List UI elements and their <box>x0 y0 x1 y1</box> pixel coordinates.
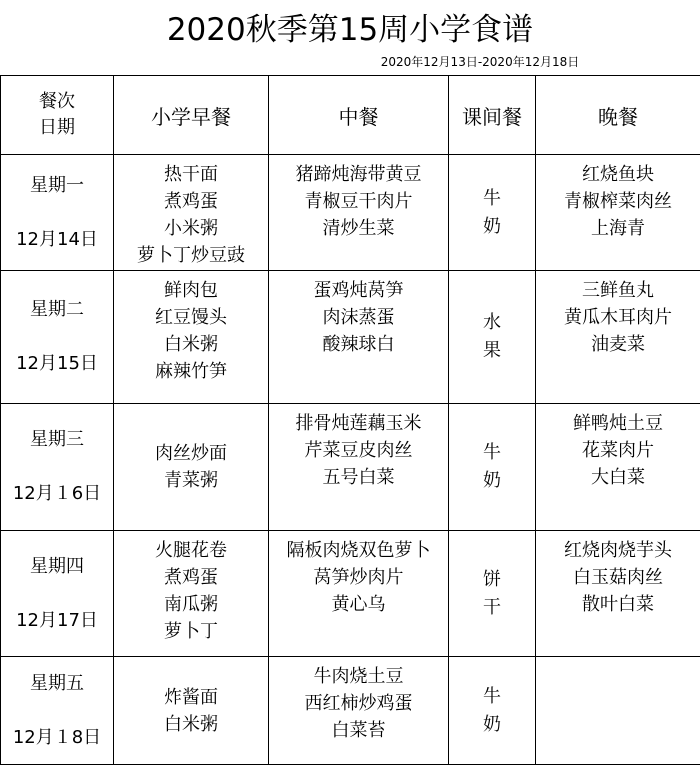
weekday-label: 星期三 <box>30 429 84 450</box>
dish-item: 炸酱面 <box>164 686 218 708</box>
dish-item: 青椒豆干肉片 <box>304 191 413 212</box>
dish-item: 莴笋炒肉片 <box>313 567 404 588</box>
lunch-cell <box>269 531 449 657</box>
snack-cell <box>449 155 536 271</box>
dish-item: 萝卜丁炒豆豉 <box>137 245 245 266</box>
dinner-cell <box>536 657 700 765</box>
dish-item: 鲜肉包 <box>164 280 218 301</box>
dish-item: 白米粥 <box>164 713 218 735</box>
dish-item: 散叶白菜 <box>582 594 654 615</box>
snack-char: 牛 <box>483 685 501 707</box>
lunch-cell <box>269 271 449 404</box>
dish-item: 西红柿炒鸡蛋 <box>304 693 413 714</box>
date-label: 12月１6日 <box>12 483 102 504</box>
day-row <box>1 657 700 765</box>
dish-item: 煮鸡蛋 <box>164 191 218 212</box>
weekday-label: 星期五 <box>30 672 84 694</box>
dish-item: 红豆馒头 <box>155 307 227 328</box>
dish-item: 青菜粥 <box>164 470 218 491</box>
corner-header <box>1 76 114 155</box>
dinner-header: 晚餐 <box>536 76 700 155</box>
snack-char: 饼 <box>483 568 501 590</box>
dish-item: 隔板肉烧双色萝卜 <box>286 540 431 561</box>
dish-item: 萝卜丁 <box>164 621 218 642</box>
dish-item: 肉丝炒面 <box>155 443 227 464</box>
snack-char: 奶 <box>483 470 501 491</box>
dish-item: 麻辣竹笋 <box>155 361 227 382</box>
dish-item: 黄瓜木耳肉片 <box>564 307 672 328</box>
dish-item: 鲜鸭炖土豆 <box>573 413 663 434</box>
day-row <box>1 271 700 404</box>
dish-item: 火腿花卷 <box>155 540 227 561</box>
date-label: 12月17日 <box>16 609 98 631</box>
snack-header: 课间餐 <box>449 76 536 155</box>
dish-item: 三鲜鱼丸 <box>582 280 654 301</box>
snack-cell <box>449 531 536 657</box>
breakfast-cell <box>114 404 269 531</box>
dish-item: 清炒生菜 <box>322 218 395 239</box>
lunch-cell <box>269 404 449 531</box>
lunch-cell <box>269 155 449 271</box>
day-cell <box>1 657 114 765</box>
day-row <box>1 155 700 271</box>
weekday-label: 星期一 <box>30 174 84 196</box>
day-cell <box>1 404 114 531</box>
dinner-cell <box>536 404 700 531</box>
dish-item: 猪蹄炖海带黄豆 <box>295 164 422 185</box>
dish-item: 白米粥 <box>164 334 218 355</box>
dish-item: 蛋鸡炖莴笋 <box>313 280 404 301</box>
dish-item: 小米粥 <box>164 218 218 239</box>
dish-item: 五号白菜 <box>322 467 395 488</box>
dinner-cell <box>536 155 700 271</box>
corner-meal-label: 餐次 <box>39 91 75 112</box>
dish-item: 煮鸡蛋 <box>164 567 218 588</box>
dish-item: 牛肉烧土豆 <box>313 666 404 687</box>
dish-item: 大白菜 <box>591 467 645 488</box>
dish-item: 白菜苔 <box>331 720 386 741</box>
dinner-cell <box>536 271 700 404</box>
day-row <box>1 531 700 657</box>
dish-item: 红烧鱼块 <box>582 164 654 185</box>
snack-char: 牛 <box>483 442 501 463</box>
weekday-label: 星期二 <box>30 299 84 320</box>
dish-item: 热干面 <box>164 164 218 185</box>
lunch-cell <box>269 657 449 765</box>
dish-item: 南瓜粥 <box>164 594 218 615</box>
dish-item: 红烧肉烧芋头 <box>564 540 672 561</box>
snack-char: 干 <box>483 596 501 618</box>
header-row <box>1 76 700 155</box>
date-label: 12月15日 <box>16 353 98 374</box>
date-range: 2020年12月13日-2020年12月18日 <box>380 55 580 69</box>
day-cell <box>1 155 114 271</box>
breakfast-cell <box>114 271 269 404</box>
snack-char: 果 <box>483 340 501 361</box>
breakfast-header: 小学早餐 <box>114 76 269 155</box>
day-row <box>1 404 700 531</box>
dish-item: 黄心乌 <box>331 594 386 615</box>
menu-table <box>0 75 700 765</box>
dish-item: 酸辣球白 <box>322 334 395 355</box>
dinner-cell <box>536 531 700 657</box>
lunch-header: 中餐 <box>269 76 449 155</box>
snack-char: 牛 <box>483 187 501 209</box>
date-label: 12月14日 <box>16 228 98 250</box>
dish-item: 青椒榨菜肉丝 <box>564 191 672 212</box>
date-label: 12月１8日 <box>12 726 102 748</box>
weekday-label: 星期四 <box>30 555 84 577</box>
dish-item: 上海青 <box>591 218 645 239</box>
page-title: 2020秋季第15周小学食谱 <box>166 12 534 48</box>
breakfast-cell <box>114 155 269 271</box>
breakfast-cell <box>114 657 269 765</box>
breakfast-cell <box>114 531 269 657</box>
snack-cell <box>449 657 536 765</box>
dish-item: 油麦菜 <box>591 334 645 355</box>
snack-char: 奶 <box>483 713 501 735</box>
corner-date-label: 日期 <box>39 117 75 138</box>
dish-item: 芹菜豆皮肉丝 <box>304 440 413 461</box>
snack-char: 水 <box>483 312 501 333</box>
snack-cell <box>449 404 536 531</box>
day-cell <box>1 271 114 404</box>
snack-char: 奶 <box>483 215 501 237</box>
dish-item: 排骨炖莲藕玉米 <box>295 413 422 434</box>
day-cell <box>1 531 114 657</box>
dish-item: 花菜肉片 <box>582 440 654 461</box>
snack-cell <box>449 271 536 404</box>
dish-item: 肉沫蒸蛋 <box>322 307 395 328</box>
dish-item: 白玉菇肉丝 <box>573 567 663 588</box>
